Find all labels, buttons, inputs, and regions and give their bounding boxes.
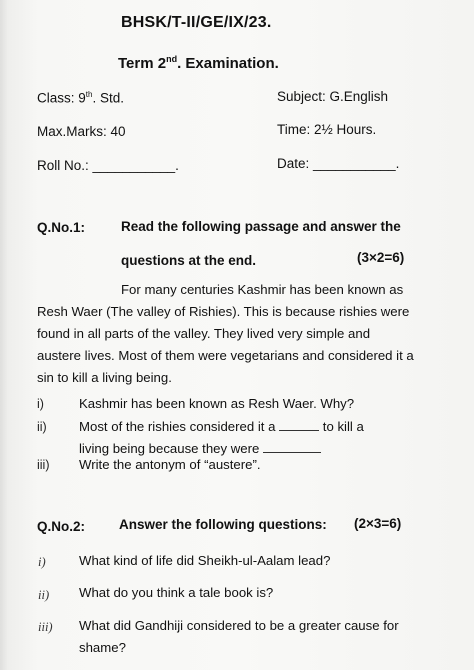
q2-sub3-line2: shame? [79,640,126,655]
term-suffix: . Examination. [177,55,279,72]
q2-number: Q.No.2: [37,519,86,534]
answer-blank-1 [279,419,319,431]
term-prefix: Term 2 [118,55,167,72]
time-field: Time: 2½ Hours. [277,122,377,137]
q1-sub2-line2 [79,441,321,456]
q1-marks: (3×2=6) [357,250,405,265]
max-marks-field: Max.Marks: 40 [37,124,126,139]
exam-title [118,54,279,72]
q1-number: Q.No.1: [37,220,86,235]
q1-sub1-number: i) [37,397,44,411]
term-sup: nd [166,54,178,64]
paper-code: BHSK/T-II/GE/IX/23. [121,14,272,31]
q1-sub2-line1 [79,419,364,434]
q2-sub2-text: What do you think a tale book is? [79,585,274,600]
q1-sub2-text-b: to kill a [322,419,364,434]
q2-instruction: Answer the following questions: [119,517,327,532]
q1-sub3-text: Write the antonym of “austere”. [79,457,261,472]
roll-no-field: Roll No.: ___________. [37,158,179,173]
q1-sub2-text-c: living being because they were [79,441,260,456]
subject-field: Subject: G.English [277,89,389,104]
q1-passage [37,279,417,389]
q2-sub3-line1: What did Gandhiji considered to be a greater cause for [79,618,399,633]
q2-sub1-number: i) [38,555,46,569]
q2-sub2-number: ii) [38,588,50,602]
q1-sub3-number: iii) [37,458,50,472]
q1-sub2-text-a: Most of the rishies considered it a [79,419,276,434]
q1-instruction-line1: Read the following passage and answer the [121,219,401,234]
passage-text: For many centuries Kashmir has been known as Resh Waer (The valley of Rishies). This is because rishies were found in all parts of the valley. They lived very simple and austere lives. Most of them were vegetarians and considered it a sin to kill a living being. [37,282,414,385]
date-field: Date: ___________. [277,156,400,171]
page-edge-shadow [0,0,8,670]
class-label: Class: 9 [37,90,86,106]
q2-marks: (2×3=6) [354,516,402,531]
q1-sub1-text: Kashmir has been known as Resh Waer. Why? [79,396,355,411]
answer-blank-2 [263,441,321,453]
class-suffix: . Std. [92,90,124,106]
class-sup: th [85,90,93,99]
q2-sub3-number: iii) [38,620,53,634]
q1-sub2-number: ii) [37,420,47,434]
class-field [37,90,124,106]
q1-instruction-line2: questions at the end. [121,253,257,268]
q2-sub1-text: What kind of life did Sheikh-ul-Aalam lead? [79,553,331,568]
